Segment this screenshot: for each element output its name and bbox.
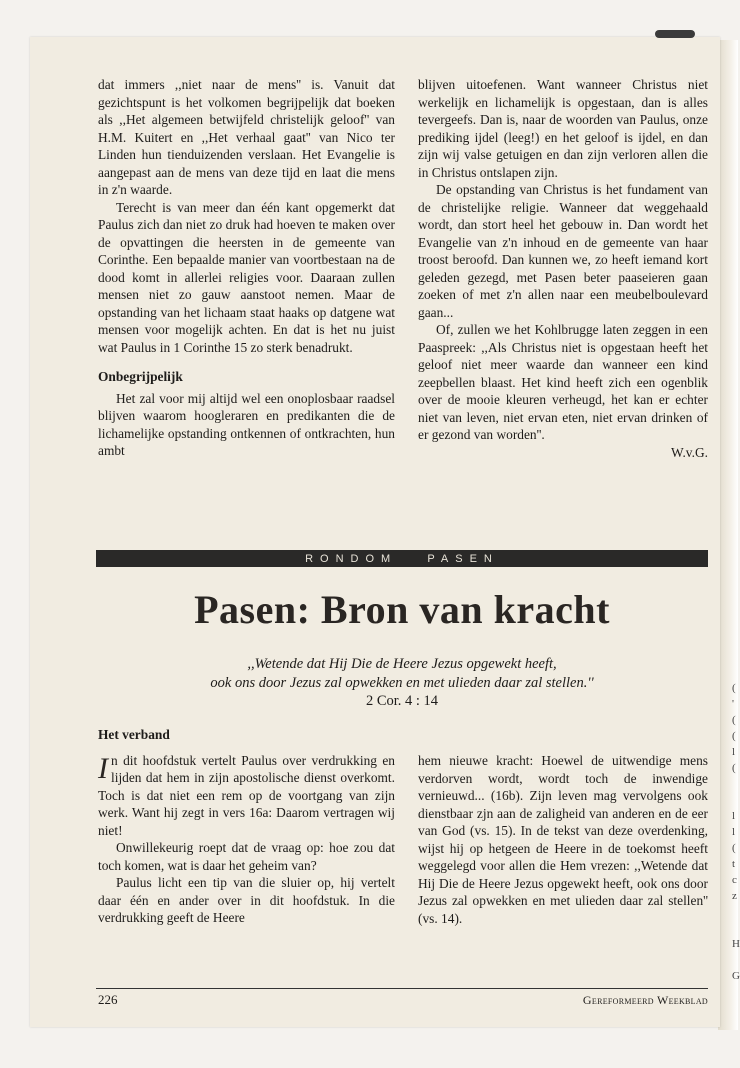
- paragraph: blijven uitoefenen. Want wanneer Christus niet werkelijk en lichamelijk is opgestaan, dan is alles tevergeefs. Dan is, naar de woorden van Paulus, onze prediking ijdel (leeg!) en het geloof is ijdel, en dan zijn wij valse getuigen en dan zijn verloren allen die in Christus ontslapen zijn.: [418, 77, 708, 180]
- subheading-het-verband: Het verband: [98, 727, 170, 742]
- section-band: [96, 550, 708, 567]
- drop-cap: I: [98, 751, 108, 785]
- binding-clip: [655, 30, 695, 38]
- epigraph-quote: [96, 655, 708, 693]
- paragraph: De opstanding van Christus is het fundament van de christelijke religie. Wanneer dat weggehaald wordt, dan stort heel het gebouw in. Dan wordt het Evangelie van z'n inhoud en de gemeente van haar troost beroofd. Dan kunnen we, zo heeft iemand kort geleden gezegd, met Pasen beter paaseieren gaan zoeken of met z'n allen naar een meubelboulevard gaan...: [418, 182, 708, 320]
- paragraph: Onwillekeurig roept dat de vraag op: hoe zou dat toch komen, wat is daar het geheim van?: [98, 840, 395, 873]
- paragraph: [98, 752, 395, 840]
- section-band-label: RONDOM PASEN: [305, 552, 499, 565]
- quote-line: ook ons door Jezus zal opwekken en met ulieden daar zal stellen.'': [210, 675, 594, 691]
- page-number: 226: [98, 992, 118, 1007]
- top-left-column: [98, 76, 395, 460]
- footer-rule: [96, 988, 708, 989]
- paragraph: Het zal voor mij altijd wel een onoplosbaar raadsel blijven waarom hoogleraren en predikanten die de lichamelijke opstanding ontkennen of ontkrachten, hun ambt: [98, 390, 395, 458]
- article-left-column: [98, 726, 395, 927]
- bible-reference: 2 Cor. 4 : 14: [365, 693, 439, 709]
- top-right-column: [418, 76, 708, 461]
- paragraph: Paulus licht een tip van die sluier op, hij vertelt daar één en ander over in dit hoofdstuk. In die verdrukking geeft de Heere: [98, 875, 395, 925]
- paragraph: hem nieuwe kracht: Hoewel de uitwendige mens verdorven wordt, wordt toch de inwendige vernieuwd... (16b). Zijn leven mag vervolgens ook dienstbaar zjn aan de zaligheid van anderen en de eer van God (vs. 15). In de tekst van deze overdenking, wijst hij op hetgeen de Heere in de toekomst heeft weggelegd voor allen die Hem vrezen: ,,Wetende dat Hij Die de Heere Jezus opgewekt heeft, ook ons door Jezus zal opwekken en met ulieden daar zal stellen'' (vs. 14).: [418, 753, 708, 926]
- paragraph: Terecht is van meer dan één kant opgemerkt dat Paulus zich dan niet zo druk had hoeven te maken over de opvattingen die heersten in de gemeente van Corinthe. Een bepaalde manier van voortbestaan na de dood komt in allerlei religies voor. Daaraan zullen mensen niet zo gauw aanstoot nemen. Maar de opstanding van het lichaam staat haaks op datgene wat mensen voor mogelijk achten. En dat is het nu juist wat Paulus in 1 Corinthe 15 zo sterk benadrukt.: [98, 199, 395, 355]
- author-signature: W.v.G.: [671, 444, 708, 460]
- adjacent-page-letters: ( ' ( ( l ( l l ( t c z H G: [732, 682, 740, 982]
- article-right-column: [418, 752, 708, 927]
- article-title: Pasen: Bron van kracht: [194, 587, 610, 632]
- paragraph-text: n dit hoofdstuk vertelt Paulus over verdrukking en lijden dat hem in zijn apostolische dienst overkomt. Toch is dat niet een rem op de voortgang van zijn werk. Want hij zegt in vers 16a: Daarom vertragen wij niet!: [98, 752, 395, 838]
- paragraph: Of, zullen we het Kohlbrugge laten zeggen in een Paaspreek: ,,Als Christus niet is opgestaan heeft het geloof niet meer waarde dan wanneer een kind zeepbellen blaast. Het kind heeft zich een ogenblik over de mooie kleuren verheugd, het kan er echter niet van leven, niet ervan eten, niet ervan drinken of er gezond van worden''.: [418, 322, 708, 442]
- subheading-onbegrijpelijk: Onbegrijpelijk: [98, 369, 183, 384]
- magazine-name: Gereformeerd Weekblad: [582, 993, 708, 1007]
- quote-line: ,,Wetende dat Hij Die de Heere Jezus opgewekt heeft,: [247, 656, 557, 672]
- paragraph: dat immers ,,niet naar de mens'' is. Vanuit dat gezichtspunt is het volkomen begrijpelijk dat boeken als ,,Het algemeen betwijfeld christelijk geloof'' van H.M. Kuitert en ,,Het verhaal gaat'' van Nico ter Linden hun tienduizenden verslaan. Het Evangelie is aangepast aan de mens van deze tijd en laat die mens in z'n waarde.: [98, 77, 395, 197]
